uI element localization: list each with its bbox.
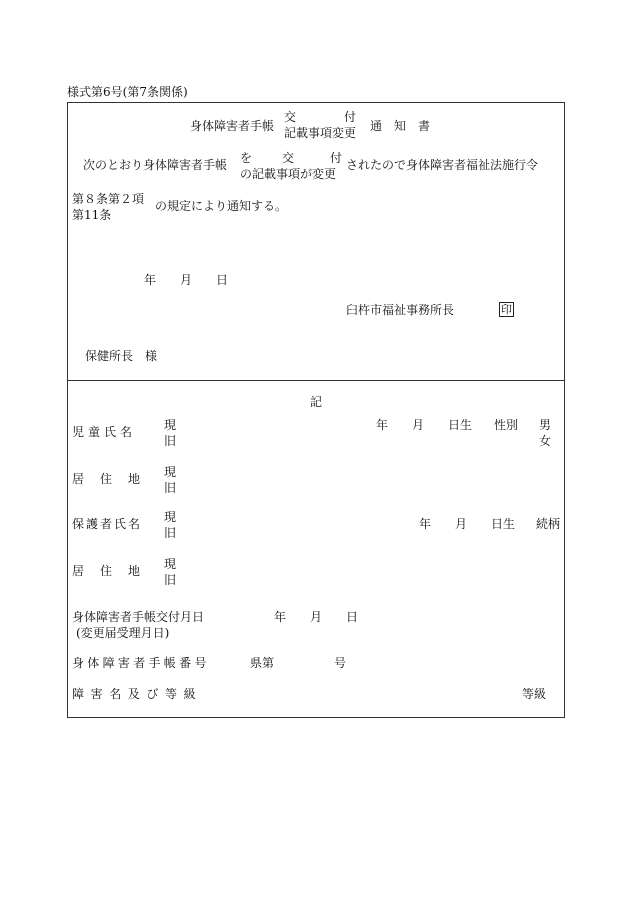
relation-label: 続柄 <box>536 517 561 531</box>
addressee: 保健所長 様 <box>85 349 158 363</box>
issuer: 臼杵市福祉事務所長 <box>346 303 455 317</box>
sex-male: 男 <box>539 418 552 432</box>
number-prefecture: 県第 <box>250 656 275 670</box>
body-line2-end: の規定により通知する。 <box>155 199 288 213</box>
body-line1-start: 次のとおり身体障害者手帳 <box>83 158 228 172</box>
article-option-2: 第11条 <box>72 208 112 222</box>
body-particle: を <box>240 151 253 165</box>
guardian-birthdate: 年 月 日生 <box>419 517 516 531</box>
sex-label: 性別 <box>494 418 519 432</box>
child-birthdate: 年 月 日生 <box>376 418 473 432</box>
address1-former: 旧 <box>164 481 177 495</box>
title-option-issue: 交 付 <box>284 110 357 124</box>
address2-label: 居住地 <box>72 564 157 578</box>
issue-date-sub: (変更届受理月日) <box>76 626 170 640</box>
title-prefix: 身体障害者手帳 <box>190 119 275 133</box>
sex-female: 女 <box>539 434 552 448</box>
guardian-name-label: 保護者氏名 <box>72 517 143 531</box>
child-name-former: 旧 <box>164 434 177 448</box>
body-line1-end: されたので身体障害者福祉法施行令 <box>346 158 539 172</box>
section-divider <box>67 380 565 381</box>
child-name-label: 児童氏名 <box>72 425 137 439</box>
ki-heading: 記 <box>310 395 323 409</box>
child-name-current: 現 <box>164 418 177 432</box>
body-option-change: の記載事項が変更 <box>240 167 337 181</box>
issue-date-label: 身体障害者手帳交付月日 <box>72 610 205 624</box>
title-suffix: 通 知 書 <box>370 119 431 133</box>
disability-label: 障害名及び等級 <box>72 687 203 701</box>
address1-current: 現 <box>164 465 177 479</box>
guardian-name-former: 旧 <box>164 526 177 540</box>
number-label: 身体障害者手帳番号 <box>72 656 210 670</box>
body-option-issue: 交 付 <box>282 151 343 165</box>
article-option-1: 第８条第２項 <box>72 192 145 206</box>
guardian-name-current: 現 <box>164 510 177 524</box>
number-suffix: 号 <box>334 656 347 670</box>
title-option-change: 記載事項変更 <box>284 126 357 140</box>
disability-grade: 等級 <box>522 687 547 701</box>
notice-date: 年 月 日 <box>144 273 229 287</box>
issue-date-value: 年 月 日 <box>274 610 359 624</box>
seal-mark: 印 <box>501 303 512 316</box>
address2-former: 旧 <box>164 573 177 587</box>
address2-current: 現 <box>164 557 177 571</box>
form-header: 様式第6号(第7条関係) <box>67 85 188 99</box>
address1-label: 居住地 <box>72 472 157 486</box>
